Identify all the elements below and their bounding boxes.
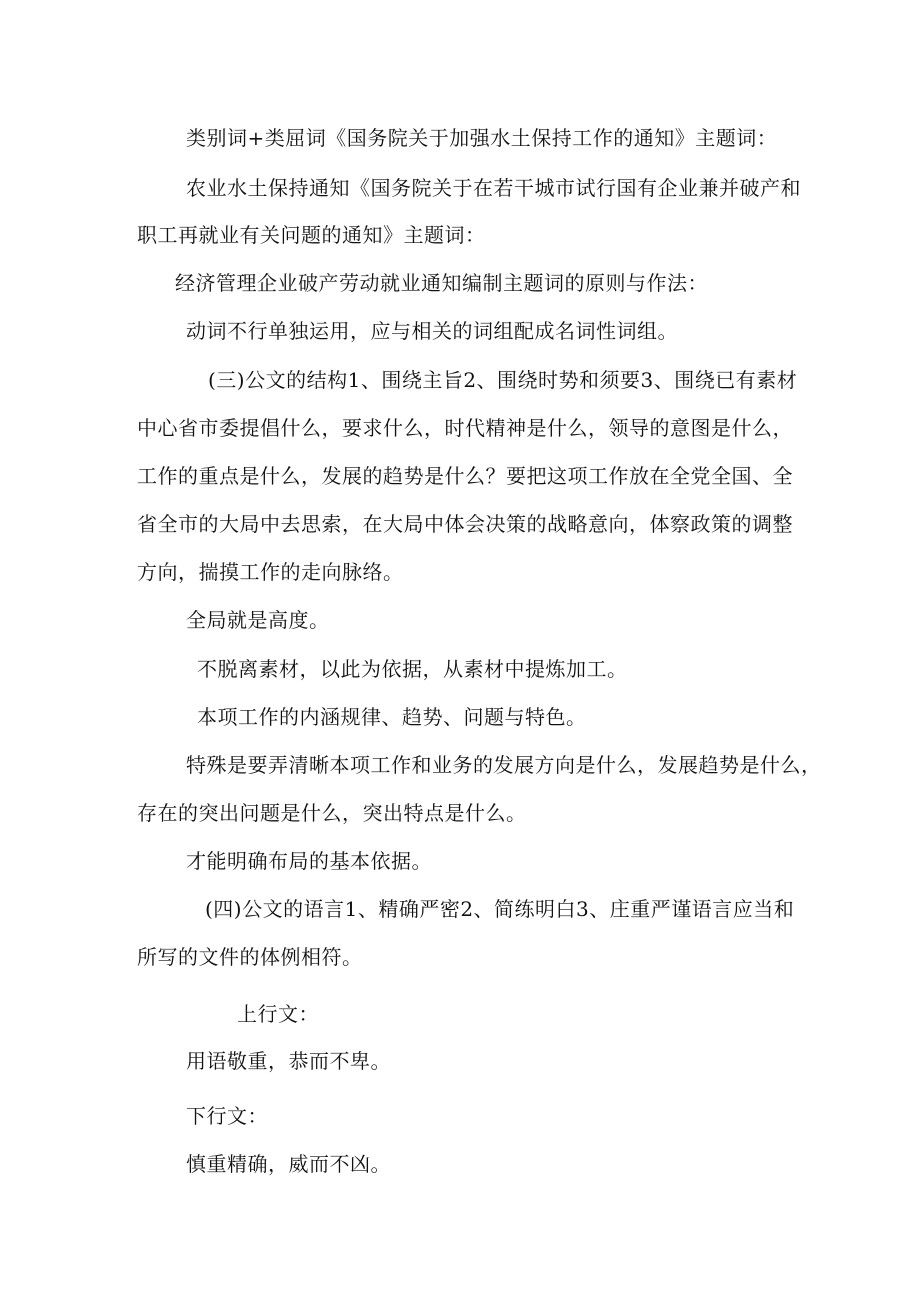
text-line: 中心省市委提倡什么，要求什么，时代精神是什么，领导的意图是什么， — [137, 416, 793, 440]
text-line: 存在的突出问题是什么，突出特点是什么。 — [137, 801, 527, 825]
text-line: 省全市的大局中去思索，在大局中体会决策的战略意向，体察政策的调整 — [137, 512, 793, 536]
text-line: 经济管理企业破产劳动就业通知编制主题词的原则与作法： — [175, 271, 708, 295]
text-line: 慎重精确，威而不凶。 — [186, 1152, 391, 1176]
text-line: 动词不行单独运用，应与相关的词组配成名词性词组。 — [186, 319, 678, 343]
text-line: 用语敬重，恭而不卑。 — [186, 1049, 391, 1073]
text-line: 本项工作的内涵规律、趋势、问题与特色。 — [197, 705, 587, 729]
text-line: 所写的文件的体例相符。 — [137, 945, 363, 969]
text-line: 农业水土保持通知《国务院关于在若干城市试行国有企业兼并破产和 — [186, 176, 801, 200]
text-line: 工作的重点是什么，发展的趋势是什么？要把这项工作放在全党全国、全 — [137, 464, 793, 488]
text-line: 职工再就业有关问题的通知》主题词： — [137, 223, 486, 247]
text-line: 全局就是高度。 — [186, 608, 330, 632]
text-line: (三)公文的结构1、围绕主旨2、围绕时势和须要3、围绕已有素材 — [208, 368, 798, 392]
text-line: 特殊是要弄清晰本项工作和业务的发展方向是什么，发展趋势是什么， — [186, 753, 822, 777]
text-line: 类别词+类屈词《国务院关于加强水土保持工作的通知》主题词： — [186, 126, 778, 150]
text-line: 方向，揣摸工作的走向脉络。 — [137, 560, 404, 584]
text-line: 才能明确布局的基本依据。 — [186, 849, 432, 873]
text-line: 不脱离素材，以此为依据，从素材中提炼加工。 — [197, 657, 628, 681]
text-line: 上行文： — [237, 1002, 319, 1026]
text-line: (四)公文的语言1、精确严密2、简练明白3、庄重严谨语言应当和 — [205, 897, 795, 921]
text-line: 下行文： — [186, 1104, 268, 1128]
